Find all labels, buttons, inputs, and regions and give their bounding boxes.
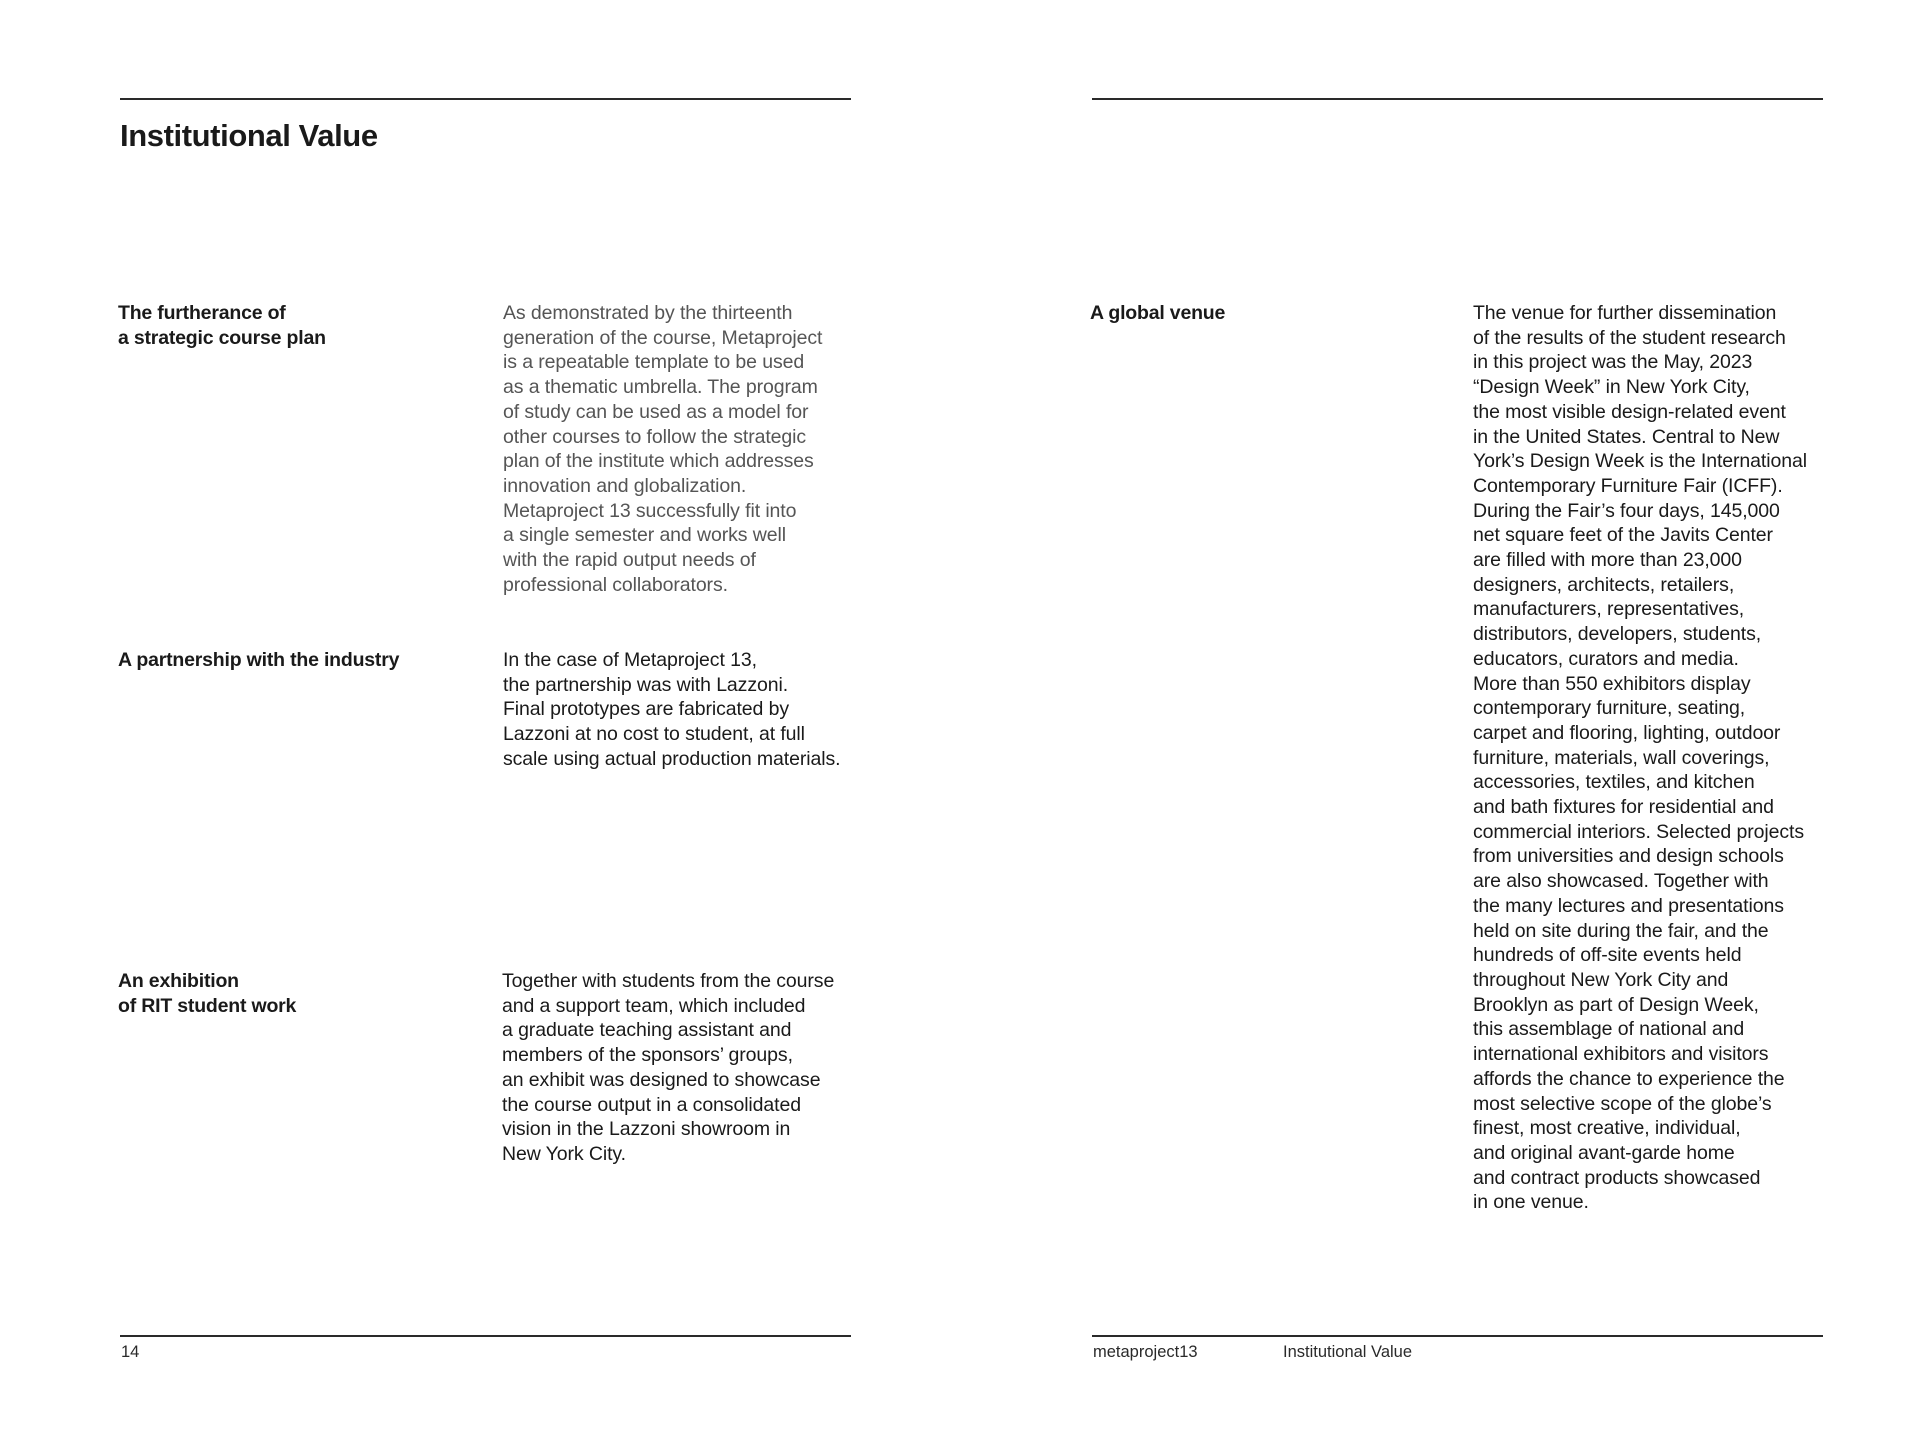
- footer-publication: metaproject13: [1093, 1343, 1198, 1361]
- section-heading-partnership: A partnership with the industry: [118, 649, 400, 671]
- page-title: Institutional Value: [120, 118, 378, 153]
- left-top-rule: [120, 98, 851, 100]
- section-body-course-plan: As demonstrated by the thirteenth generation of the course, Metaproject is a repeatable template to be used as a thematic umbrella. The program of study can be used as a model for other courses to follow the strategic plan of the institute which addresses innovation and globalization. Metaproject 13 successfully fit into a single semester and works well with the rapid output needs of professional collaborators.: [503, 302, 823, 596]
- page-number: 14: [121, 1343, 140, 1361]
- section-heading-global-venue: A global venue: [1090, 302, 1226, 324]
- section-body-partnership: In the case of Metaproject 13, the partnership was with Lazzoni. Final prototypes are fabricated by Lazzoni at no cost to student, at full scale using actual production materials.: [503, 649, 841, 770]
- section-heading-exhibition: An exhibition of RIT student work: [118, 970, 297, 1017]
- section-body-exhibition: Together with students from the course and a support team, which included a graduate teaching assistant and members of the sponsors’ groups, an exhibit was designed to showcase the course output in a consolidated vision in the Lazzoni showroom in New York City.: [502, 970, 835, 1165]
- left-bottom-rule: [120, 1335, 851, 1337]
- section-body-global-venue: The venue for further dissemination of the results of the student research in this project was the May, 2023 “Design Week” in New York City, the most visible design-related event in the United States. Central to New York’s Design Week is the International Contemporary Furniture Fair (ICFF). During the Fair’s four days, 145,000 net square feet of the Javits Center are filled with more than 23,000 designers, architects, retailers, manufacturers, representatives, distributors, developers, students, educators, curators and media. More than 550 exhibitors display contemporary furniture, seating, carpet and flooring, lighting, outdoor furniture, materials, wall coverings, accessories, textiles, and kitchen and bath fixtures for residential and commercial interiors. Selected projects from universities and design schools are also showcased. Together with the many lectures and presentations held on site during the fair, and the hundreds of off-site events held throughout New York City and Brooklyn as part of Design Week, this assemblage of national and international exhibitors and visitors affords the chance to experience the most selective scope of the globe’s finest, most creative, individual, and original avant-garde home and contract products showcased in one venue.: [1473, 302, 1807, 1214]
- footer-chapter: Institutional Value: [1283, 1343, 1413, 1361]
- right-bottom-rule: [1092, 1335, 1823, 1337]
- right-top-rule: [1092, 98, 1823, 100]
- section-heading-course-plan: The furtherance of a strategic course plan: [118, 302, 326, 349]
